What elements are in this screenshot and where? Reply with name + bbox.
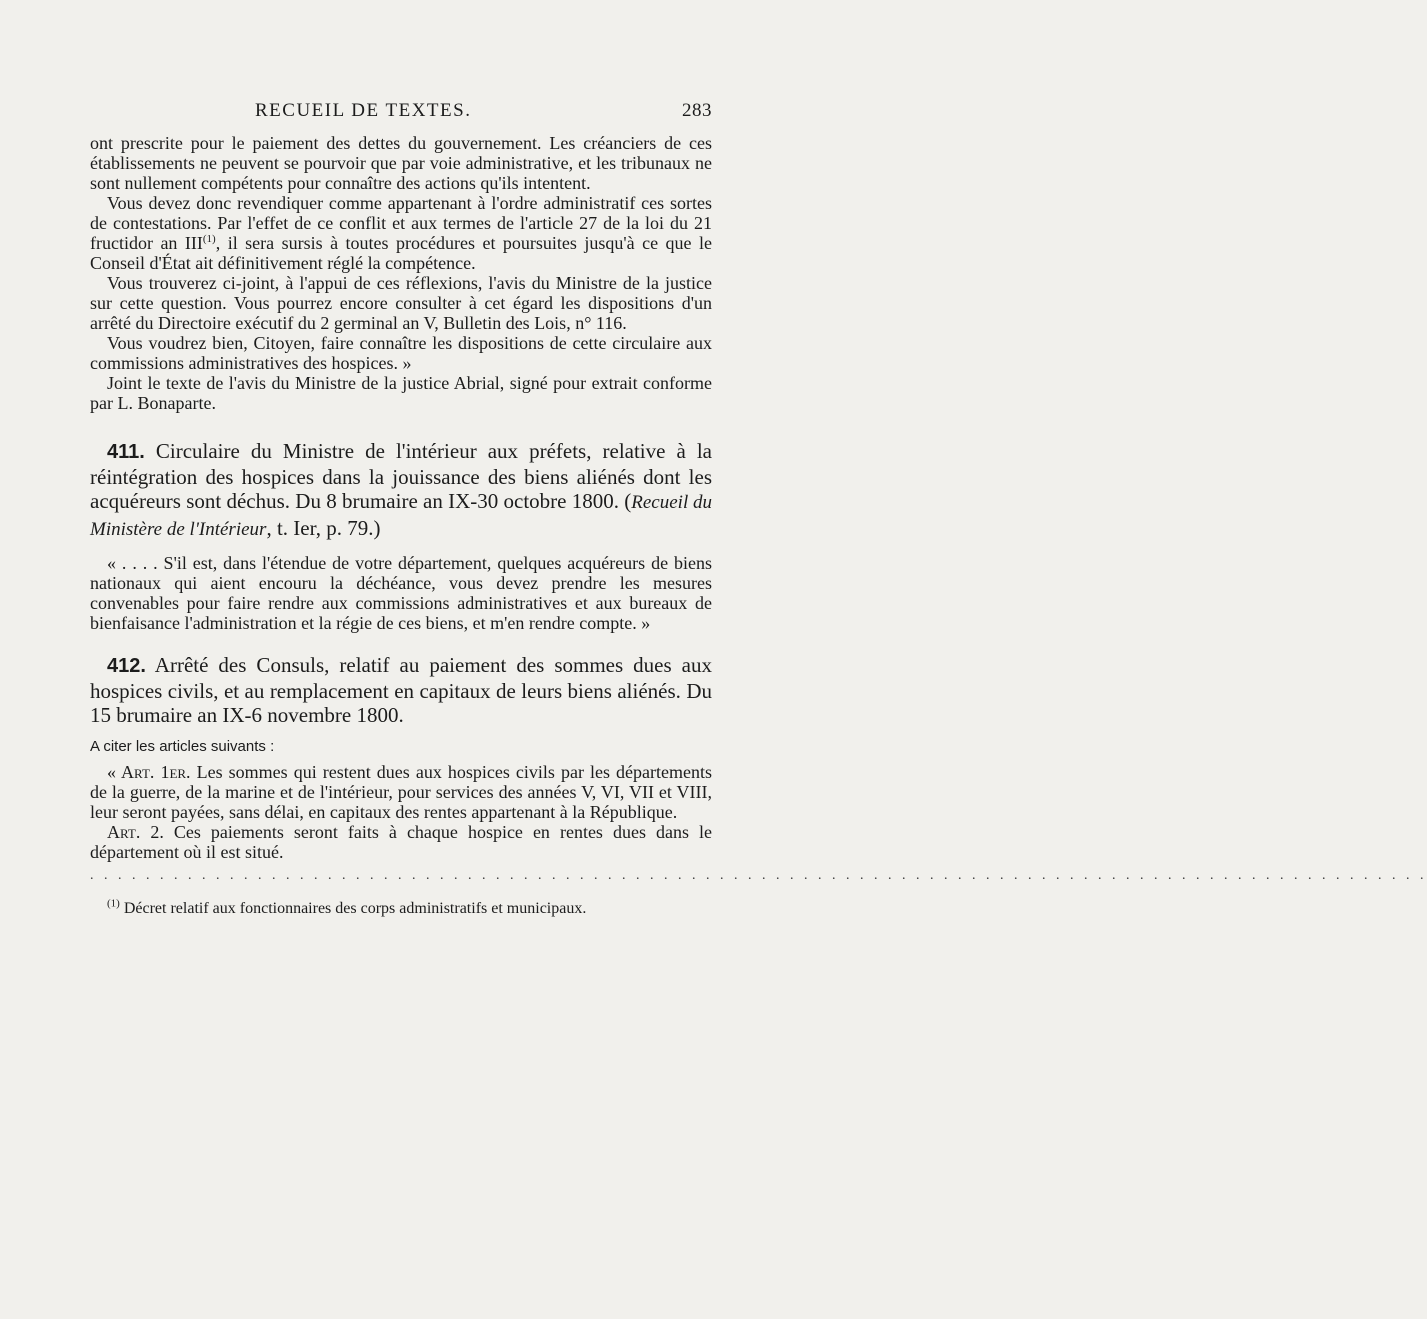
paragraph: Vous voudrez bien, Citoyen, faire connaître les dispositions de cette circulaire aux commissions administratives des hospices. »: [90, 333, 712, 373]
intro-line: A citer les articles suivants :: [90, 737, 275, 755]
paragraph: [90, 193, 712, 273]
page-body: [90, 133, 1427, 918]
footnote-mark: (1): [107, 897, 120, 910]
article-text: Ces paiements seront faits à chaque hospice en rentes dues dans le département où il est situé.: [90, 821, 712, 862]
paragraph: Vous trouverez ci-joint, à l'appui de ces réflexions, l'avis du Ministre de la justice sur cette question. Vous pourrez encore consulter à cet égard les dispositions d'un arrêté du Directoire exécutif du 2 germinal an V, Bulletin des Lois, n° 116.: [90, 273, 712, 333]
ellipsis-divider: . . . . . . . . . . . . . . . . . . . . . . . . . . . . . . . . . . . . . . . . . . . . . . . . . . . . . . . . . . . . . . . . . . . . . . . . . . . . . . . . . . . . . . . . . . . . . . . .: [90, 867, 1427, 883]
article-label: « Art. 1er.: [107, 761, 191, 782]
running-title: RECUEIL DE TEXTES.: [255, 100, 472, 121]
article-label: Art. 2.: [107, 821, 164, 842]
section-number: 412.: [107, 655, 146, 677]
article-text: Les sommes qui restent dues aux hospices civils par les départements de la guerre, de la marine et de l'intérieur, pour services des années V, VI, VII et VIII, leur seront payées, sans délai, en capitaux des rentes appartenant à la République.: [90, 761, 712, 822]
paragraph-text: Vous devez donc revendiquer comme appartenant à l'ordre administratif ces sortes de contestations. Par l'effet de ce conflit et aux termes de l'article 27 de la loi du 21 fructidor an III: [90, 193, 712, 253]
page-number: 283: [682, 100, 712, 121]
footnote-ref: (1): [202, 233, 216, 245]
section-title: Circulaire du Ministre de l'intérieur aux préfets, relative à la réintégration des hospices dans la jouissance des biens aliénés dont les acquéreurs sont déchus. Du 8 brumaire an IX-30 octobre 1800. (: [90, 439, 713, 513]
source-title: Recueil du Ministère de l'Intérieur: [90, 492, 712, 540]
paragraph: ont prescrite pour le paiement des dettes du gouvernement. Les créanciers de ces établissements ne peuvent se pourvoir que par voie administrative, et les tribunaux ne sont nullement compétents pour connaître des actions qu'ils intentent.: [90, 133, 712, 193]
footnote: [90, 897, 712, 918]
quote-paragraph: « . . . . S'il est, dans l'étendue de votre département, quelques acquéreurs de biens nationaux qui aient encouru la déchéance, vous devez prendre les mesures convenables pour faire rendre aux commissions administratives et aux bureaux de bienfaisance l'administration et la régie de ces biens, et m'en rendre compte. »: [90, 553, 712, 633]
section-heading-412: [90, 653, 712, 728]
article-1: [90, 762, 712, 822]
section-number: 411.: [107, 441, 145, 463]
section-heading-411: [90, 439, 712, 542]
footnote-text: Décret relatif aux fonctionnaires des corps administratifs et municipaux.: [119, 899, 587, 917]
paragraph-text: , il sera sursis à toutes procédures et poursuites jusqu'à ce que le Conseil d'État ait définitivement réglé la compétence.: [90, 233, 712, 273]
section-title: Arrêté des Consuls, relatif au paiement des sommes dues aux hospices civils, et au remplacement en capitaux de leurs biens aliénés. Du 15 brumaire an IX-6 novembre 1800.: [90, 653, 712, 727]
article-2: [90, 822, 712, 862]
paragraph: Joint le texte de l'avis du Ministre de la justice Abrial, signé pour extrait conforme par L. Bonaparte.: [90, 373, 712, 413]
source-reference: , t. Ier, p. 79.): [266, 515, 381, 540]
